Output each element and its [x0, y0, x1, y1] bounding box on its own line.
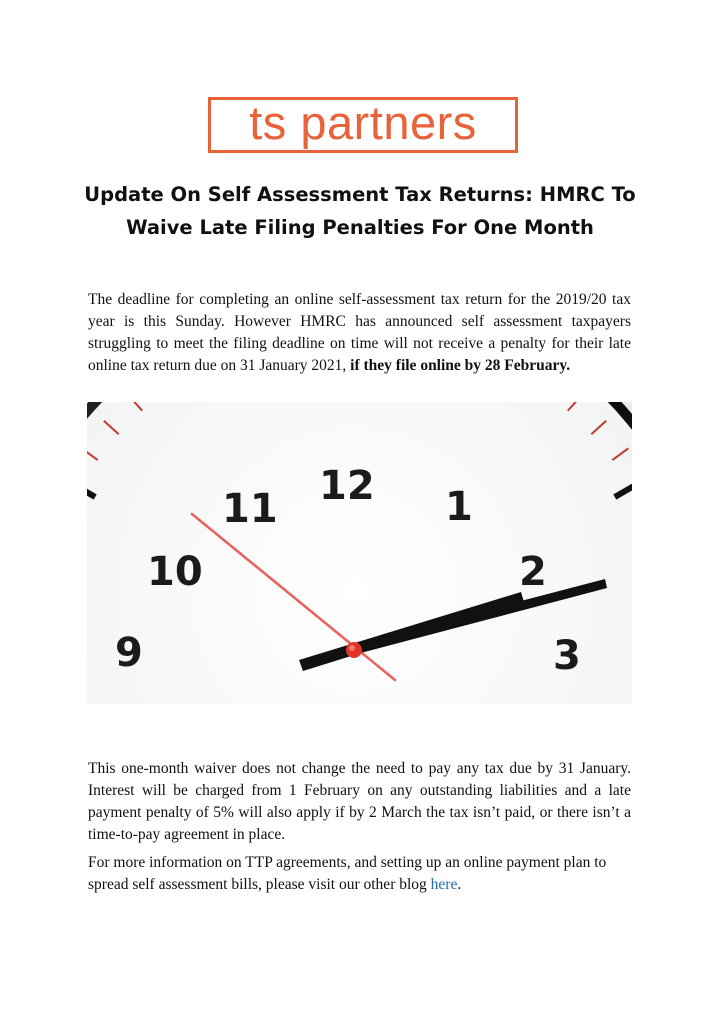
more-info-paragraph — [88, 852, 631, 896]
numeral-11: 11 — [222, 486, 278, 532]
clock-illustration — [87, 402, 632, 704]
clock-center-highlight — [349, 645, 355, 651]
intro-text: The deadline for completing an online self-assessment tax return for the 2019/20 tax year is this Sunday. However HMRC has announced self assessment taxpayers struggling to meet the filing deadline on time will not receive a penalty for their late online tax return due on 31 January 2021, — [88, 291, 631, 374]
intro-emphasis: if they file online by 28 February. — [350, 357, 571, 374]
numeral-9: 9 — [115, 630, 143, 676]
numeral-3: 3 — [553, 633, 581, 679]
more-info-end: . — [457, 876, 462, 893]
numeral-1: 1 — [445, 484, 473, 530]
title-line-1: Update On Self Assessment Tax Returns: HMRC To — [84, 183, 636, 206]
clock-photo — [87, 402, 632, 704]
intro-paragraph — [88, 289, 631, 377]
title-line-2: Waive Late Filing Penalties For One Month — [126, 216, 594, 239]
numeral-2: 2 — [519, 549, 547, 595]
more-info-text: For more information on TTP agreements, and setting up an online payment plan to spread self assessment bills, please visit our other blog — [88, 854, 607, 893]
blog-link[interactable]: here — [430, 876, 458, 893]
company-logo — [208, 97, 518, 153]
article-title — [60, 178, 660, 244]
numeral-10: 10 — [147, 549, 203, 595]
waiver-paragraph: This one-month waiver does not change the need to pay any tax due by 31 January. Interest will be charged from 1 February on any outstanding liabilities and a late payment penalty of 5% will also apply if by 2 March the tax isn’t paid, or there isn’t a time-to-pay agreement in place. — [88, 760, 631, 843]
logo-text: ts partners — [249, 95, 477, 149]
numeral-12: 12 — [319, 463, 375, 509]
